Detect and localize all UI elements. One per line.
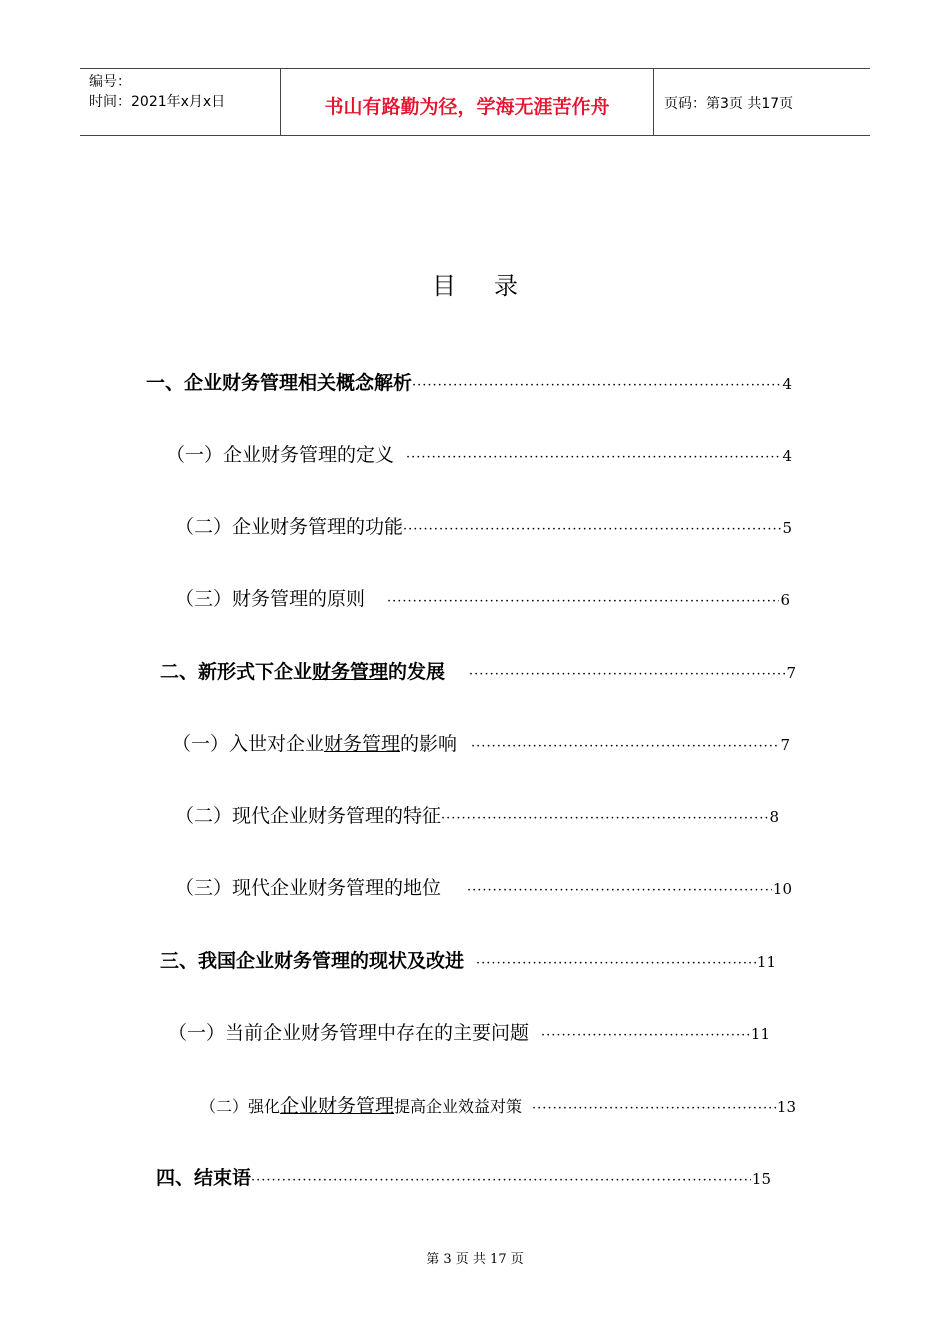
toc-entry-3-1[interactable] [168,1018,770,1044]
toc-page-number: 8 [769,808,779,826]
toc-leader [532,1101,776,1116]
toc-page-number: 4 [782,375,792,393]
page-header [80,68,870,136]
toc-leader [406,450,781,465]
toc-text-part: 二、新形式下企业 [160,661,313,683]
toc-leader [476,956,756,971]
toc-text-part: （二）强化 [200,1097,281,1116]
toc-entry-text [172,729,457,756]
toc-leader [403,522,781,537]
toc-page-number: 11 [750,1025,770,1043]
toc-entry-text [200,1091,522,1118]
toc-page-number: 7 [780,736,790,754]
toc-text-underlined: 财务管理 [324,733,401,755]
header-motto: 书山有路勤为径，学海无涯苦作舟 [281,69,654,135]
toc-leader [469,667,785,682]
toc-entry-1[interactable] [146,368,792,394]
toc-entry-3-2[interactable] [200,1091,796,1117]
toc-entry-1-2[interactable] [175,512,792,538]
toc-page-number: 11 [756,953,776,971]
toc-leader [387,594,779,609]
toc-page-number: 15 [751,1170,771,1188]
toc-leader [251,1173,751,1188]
toc-page-number: 5 [782,519,792,537]
toc-title: 目录 [432,272,556,300]
header-meta [80,69,281,135]
toc-text-part: 的影响 [400,733,458,755]
toc-text-underlined: 财务管理 [312,661,389,683]
toc-page-number: 10 [772,880,792,898]
toc-entry-text: （三）现代企业财务管理的地位 [175,877,442,899]
toc-leader [441,811,768,826]
toc-entry-1-1[interactable] [166,440,792,466]
toc-leader [541,1028,750,1043]
toc-entry-text: 四、结束语 [156,1167,252,1189]
toc-entry-text [160,657,445,684]
toc-page-number: 6 [780,591,790,609]
toc-text-part: 的发展 [388,661,446,683]
toc-page-number: 7 [786,664,796,682]
header-time: 时间：2021年x月x日 [89,94,226,110]
page-footer: 第 3 页 共 17 页 [426,1252,524,1267]
toc-leader [471,739,779,754]
toc-leader [412,378,781,393]
header-number: 编号： [89,74,131,90]
toc-entry-text: 一、企业财务管理相关概念解析 [146,372,413,394]
toc-entry-text: （二）现代企业财务管理的特征 [175,805,442,827]
toc-entry-4[interactable] [156,1163,771,1189]
toc-entry-2[interactable] [160,657,796,683]
toc-text-part: 提高企业效益对策 [394,1097,523,1116]
toc-entry-text: 三、我国企业财务管理的现状及改进 [160,950,465,972]
toc-entry-text: （二）企业财务管理的功能 [175,516,404,538]
toc-entry-text: （一）企业财务管理的定义 [166,444,395,466]
toc-entry-text: （三）财务管理的原则 [175,588,366,610]
toc-leader [467,883,772,898]
toc-page-number: 4 [782,447,792,465]
toc-entry-text: （一）当前企业财务管理中存在的主要问题 [168,1022,530,1044]
toc-entry-2-3[interactable] [175,873,792,899]
toc-entry-2-1[interactable] [172,729,790,755]
toc-entry-2-2[interactable] [175,801,779,827]
toc-entry-1-3[interactable] [175,584,790,610]
toc-entry-3[interactable] [160,946,776,972]
toc-page-number: 13 [776,1098,796,1116]
header-page-info: 页码：第3页 共17页 [664,96,794,112]
toc-text-part: （一）入世对企业 [172,733,325,755]
toc-text-underlined: 企业财务管理 [280,1095,395,1117]
